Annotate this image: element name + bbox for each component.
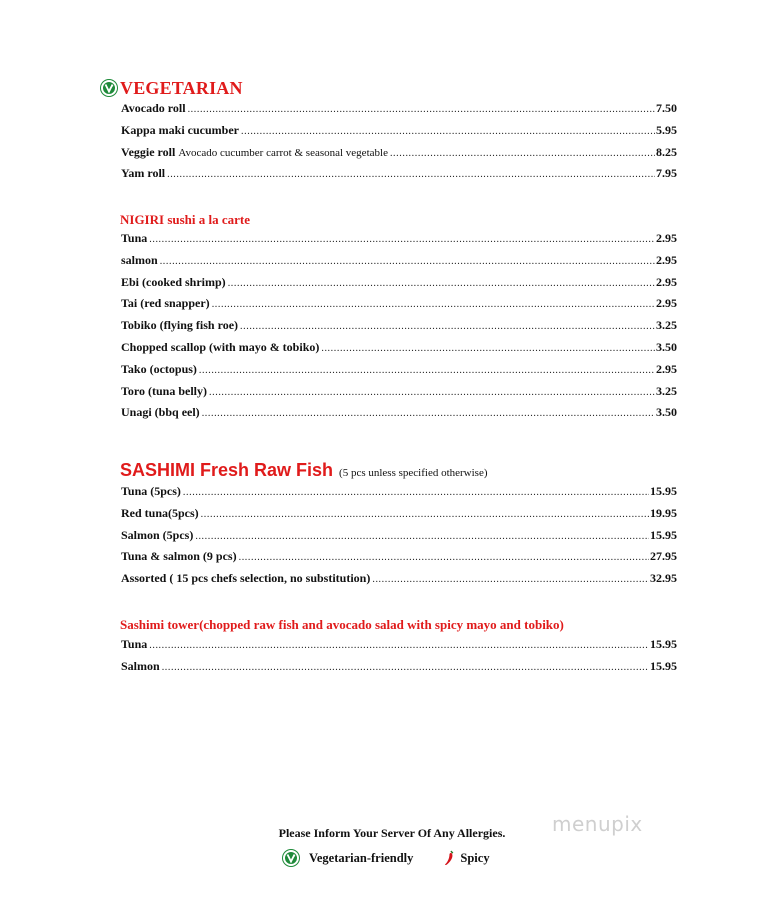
dot-leader xyxy=(239,552,649,563)
menu-item xyxy=(121,571,677,593)
dot-leader xyxy=(188,104,655,115)
menu-item xyxy=(121,549,677,571)
dot-leader xyxy=(241,126,655,137)
sashimi-list xyxy=(121,484,677,593)
menu-item-price: 8.25 xyxy=(656,144,677,159)
dot-leader xyxy=(149,640,649,651)
menu-item xyxy=(121,506,677,528)
menu-item-name: Tuna xyxy=(121,231,148,245)
nigiri-list xyxy=(121,231,677,427)
sashimi-heading xyxy=(120,460,488,481)
menu-item-price: 32.95 xyxy=(650,571,677,586)
menu-item-name: Toro (tuna belly) xyxy=(121,383,208,398)
menu-item xyxy=(121,318,677,340)
menu-item-price: 3.50 xyxy=(656,339,677,354)
menu-item-price: 2.95 xyxy=(656,231,677,245)
menu-item xyxy=(121,275,677,297)
vegetarian-leaf-icon xyxy=(283,850,299,866)
dot-leader xyxy=(390,148,655,159)
menu-item-price: 3.25 xyxy=(656,318,677,333)
dot-leader xyxy=(162,662,649,673)
menu-item-name: Tuna (5pcs) xyxy=(121,484,181,498)
vegetarian-legend-label: Vegetarian-friendly xyxy=(309,850,414,865)
menu-item-price: 19.95 xyxy=(650,505,677,520)
dot-leader xyxy=(195,531,649,542)
vegetarian-heading: VEGETARIAN xyxy=(120,78,243,98)
menu-item-name: Ebi (cooked shrimp) xyxy=(121,274,226,289)
menu-item xyxy=(121,384,677,406)
dot-leader xyxy=(160,256,655,267)
menu-item-name: Red tuna(5pcs) xyxy=(121,505,199,520)
menu-item-name: Unagi (bbq eel) xyxy=(121,405,200,420)
dot-leader xyxy=(183,487,649,498)
menu-item-price: 15.95 xyxy=(650,658,677,673)
dot-leader xyxy=(201,509,649,520)
menu-item xyxy=(121,166,677,188)
vegetarian-list xyxy=(121,101,677,188)
menu-item-name: Salmon xyxy=(121,658,160,673)
menu-item-price: 7.50 xyxy=(656,101,677,115)
menu-item xyxy=(121,145,677,167)
menu-item xyxy=(121,296,677,318)
sashimi-heading-title: SASHIMI Fresh Raw Fish xyxy=(120,460,334,480)
spicy-legend-label: Spicy xyxy=(460,850,490,865)
menu-item xyxy=(121,405,677,427)
menu-item-price: 7.95 xyxy=(656,166,677,181)
menu-item-price: 15.95 xyxy=(650,637,677,651)
menu-item-name: Chopped scallop (with mayo & tobiko) xyxy=(121,339,320,354)
sashimi-tower-heading: Sashimi tower(chopped raw fish and avocado salad with spicy mayo and tobiko) xyxy=(120,617,564,632)
menu-item-name: Tuna xyxy=(121,637,148,651)
menu-item-name: Tai (red snapper) xyxy=(121,296,210,311)
dot-leader xyxy=(372,574,649,585)
dot-leader xyxy=(202,408,655,419)
menu-item-name: Veggie roll xyxy=(121,144,176,159)
vegetarian-leaf-icon xyxy=(101,80,117,96)
menu-item-name: Salmon (5pcs) xyxy=(121,527,194,542)
menu-item xyxy=(121,231,677,253)
allergy-note: Please Inform Your Server Of Any Allergies. xyxy=(278,826,506,840)
spicy-legend xyxy=(443,850,489,866)
menu-item-name: Avocado roll xyxy=(121,101,186,115)
menu-item xyxy=(121,362,677,384)
menu-item-price: 27.95 xyxy=(650,549,677,564)
menu-item-name: Yam roll xyxy=(121,166,166,181)
menupix-watermark: menupix xyxy=(552,812,643,836)
menu-item-name: Tobiko (flying fish roe) xyxy=(121,318,239,333)
dot-leader xyxy=(228,278,655,289)
menu-item xyxy=(121,484,677,506)
menu-item-description: Avocado cucumber carrot & seasonal vegetable xyxy=(178,146,388,159)
menu-item-name: Kappa maki cucumber xyxy=(121,122,240,137)
legend xyxy=(283,850,490,866)
menu-item-price: 5.95 xyxy=(656,122,677,137)
dot-leader xyxy=(240,321,655,332)
dot-leader xyxy=(209,387,655,398)
sashimi-heading-note: (5 pcs unless specified otherwise) xyxy=(339,467,488,479)
menu-item xyxy=(121,637,677,659)
menu-item-price: 2.95 xyxy=(656,296,677,311)
menu-item-price: 2.95 xyxy=(656,274,677,289)
menu-item xyxy=(121,659,677,681)
chili-pepper-icon xyxy=(443,850,455,866)
dot-leader xyxy=(149,234,655,245)
menu-item xyxy=(121,123,677,145)
menu-item-price: 3.25 xyxy=(656,383,677,398)
menu-item-name: Tako (octopus) xyxy=(121,361,197,376)
dot-leader xyxy=(167,169,655,180)
menu-item xyxy=(121,340,677,362)
menu-item-name: Assorted ( 15 pcs chefs selection, no substitution) xyxy=(121,571,371,586)
menu-item-price: 15.95 xyxy=(650,484,677,498)
dot-leader xyxy=(199,365,655,376)
menu-item-price: 2.95 xyxy=(656,361,677,376)
menu-item-name: salmon xyxy=(121,252,158,267)
dot-leader xyxy=(212,299,655,310)
sashimi-tower-list xyxy=(121,637,677,681)
menu-item-name: Tuna & salmon (9 pcs) xyxy=(121,549,237,564)
menu-item-price: 2.95 xyxy=(656,252,677,267)
menu-item xyxy=(121,101,677,123)
menu-item xyxy=(121,528,677,550)
menu-item-price: 3.50 xyxy=(656,405,677,420)
nigiri-heading: NIGIRI sushi a la carte xyxy=(120,212,251,227)
menu-item xyxy=(121,253,677,275)
dot-leader xyxy=(321,343,655,354)
menu-item-price: 15.95 xyxy=(650,527,677,542)
